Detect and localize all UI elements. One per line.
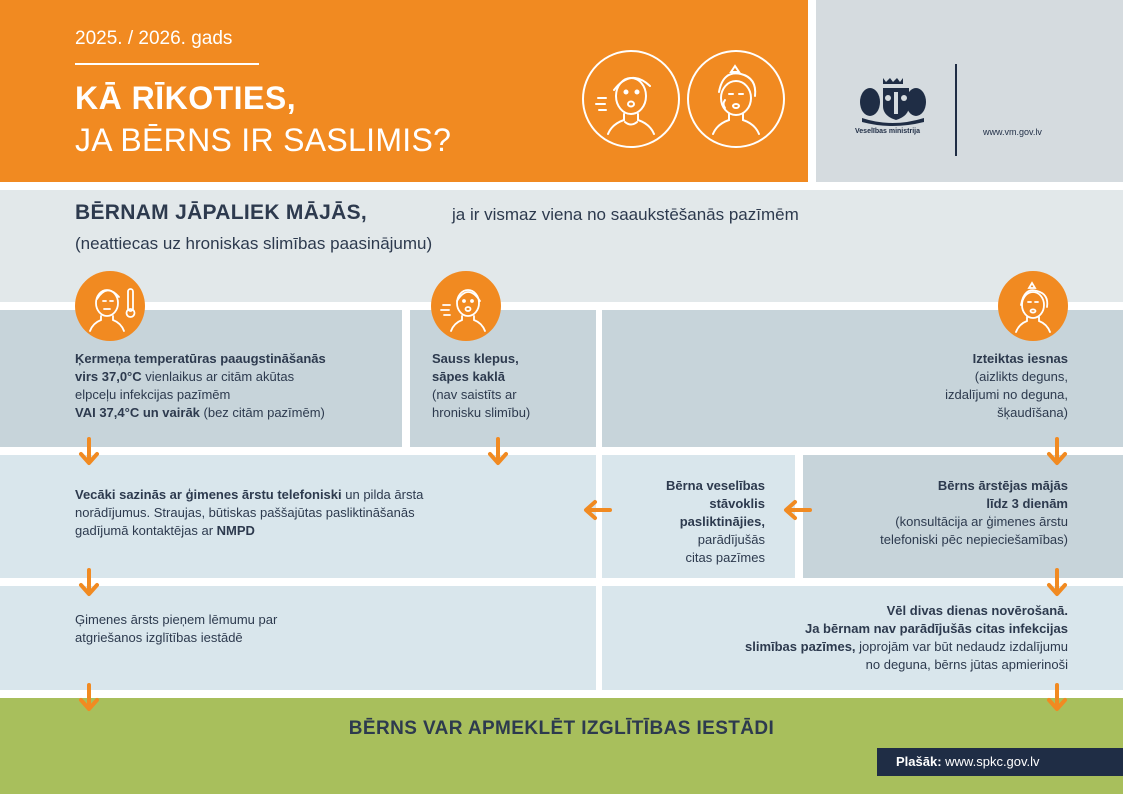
fever-line1: Ķermeņa temperatūras paaugstināšanās — [75, 351, 326, 366]
cough-text — [432, 350, 592, 422]
nmpd-label: NMPD — [216, 523, 255, 538]
treat-home-text — [815, 477, 1068, 549]
observe-line3-bold: slimības pazīmes, — [744, 639, 856, 654]
stay-home-heading: BĒRNAM JĀPALIEK MĀJĀS, — [75, 201, 368, 224]
arrow-down-icon — [78, 437, 100, 467]
doctor-line2: atgriešanos izglītības iestādē — [75, 630, 243, 645]
cough-icon — [431, 271, 501, 341]
arrow-down-icon — [78, 683, 100, 713]
cough-line2: sāpes kaklā — [432, 369, 506, 384]
more-info-link[interactable]: www.spkc.gov.lv — [941, 754, 1040, 769]
parents-call-rest2: norādījumus. Straujas, būtiskas paššajūtas pasliktināšanās — [75, 505, 415, 520]
coughing-child-icon — [582, 50, 680, 148]
runny-line3: izdalījumi no deguna, — [945, 387, 1068, 402]
ministry-divider — [955, 64, 957, 156]
runny-line1: Izteiktas iesnas — [972, 351, 1068, 366]
doctor-decision-text — [75, 611, 475, 647]
worse-line4: parādījušās — [697, 532, 765, 547]
parents-call-text — [75, 486, 515, 540]
fever-line2: vienlaikus ar citām akūtas — [141, 369, 295, 384]
cough-line4: hronisku slimību) — [432, 405, 531, 420]
sick-child-icon — [687, 50, 785, 148]
more-info-text — [896, 754, 1040, 769]
observe-line1: Vēl divas dienas novērošanā. — [886, 603, 1068, 618]
fever-line3: elpceļu infekcijas pazīmēm — [75, 387, 231, 402]
worse-line1: Bērna veselības — [665, 478, 765, 493]
runny-line2: (aizlikts deguns, — [974, 369, 1068, 384]
doctor-line1: Ģimenes ārsts pieņem lēmumu par — [75, 612, 278, 627]
fever-threshold: virs 37,0°C — [75, 369, 142, 384]
title-line1: KĀ RĪKOTIES, — [75, 80, 297, 116]
fever-threshold-alt: VAI 37,4°C un vairāk — [75, 405, 200, 420]
observe-line4: no deguna, bērns jūtas apmierinoši — [865, 657, 1068, 672]
observe-line3-rest: joprojām var būt nedaudz izdalījumu — [855, 639, 1068, 654]
arrow-left-icon — [582, 499, 612, 521]
observation-text — [640, 602, 1068, 674]
home-line1: Bērns ārstējas mājās — [937, 478, 1068, 493]
cough-line3: (nav saistīts ar — [432, 387, 517, 402]
fever-line4: (bez citām pazīmēm) — [199, 405, 325, 420]
home-line4: telefoniski pēc nepieciešamības) — [880, 532, 1068, 547]
runny-nose-text — [820, 350, 1068, 422]
arrow-down-icon — [487, 437, 509, 467]
home-line3: (konsultācija ar ģimenes ārstu — [895, 514, 1068, 529]
runny-nose-icon — [998, 271, 1068, 341]
worse-line3: pasliktinājies, — [679, 514, 765, 529]
outcome-text: BĒRNS VAR APMEKLĒT IZGLĪTĪBAS IESTĀDI — [348, 718, 775, 739]
stay-home-condition: ja ir vismaz viena no saaukstēšanās pazīmēm — [452, 205, 799, 224]
ministry-url: www.vm.gov.lv — [983, 127, 1042, 137]
more-info-label: Plašāk: — [896, 754, 942, 769]
observe-line2: Ja bērnam nav parādījušās citas infekcijas — [804, 621, 1068, 636]
school-year: 2025. / 2026. gads — [75, 28, 233, 49]
ministry-name: Veselības ministrija — [855, 128, 920, 135]
arrow-down-icon — [1046, 437, 1068, 467]
stay-home-note: (neattiecas uz hroniskas slimības paasinājumu) — [75, 234, 433, 253]
parents-call-rest1: un pilda ārsta — [341, 487, 424, 502]
worse-line2: stāvoklis — [709, 496, 765, 511]
fever-thermometer-icon — [75, 271, 145, 341]
worse-line5: citas pazīmes — [685, 550, 765, 565]
arrow-down-icon — [1046, 683, 1068, 713]
outcome-banner — [0, 698, 1123, 794]
parents-call-rest3: gadījumā kontaktējas ar — [75, 523, 217, 538]
arrow-down-icon — [1046, 568, 1068, 598]
arrow-down-icon — [78, 568, 100, 598]
fever-text — [75, 350, 405, 422]
home-line2: līdz 3 dienām — [986, 496, 1068, 511]
runny-line4: šķaudīšana) — [997, 405, 1068, 420]
cough-line1: Sauss klepus, — [432, 351, 519, 366]
condition-worse-text — [610, 477, 765, 567]
title-line2: JA BĒRNS IR SASLIMIS? — [75, 122, 452, 158]
year-divider — [75, 63, 259, 65]
coat-of-arms-logo — [858, 76, 928, 126]
parents-call-bold: Vecāki sazinās ar ģimenes ārstu telefoniski — [75, 487, 342, 502]
arrow-left-icon — [782, 499, 812, 521]
